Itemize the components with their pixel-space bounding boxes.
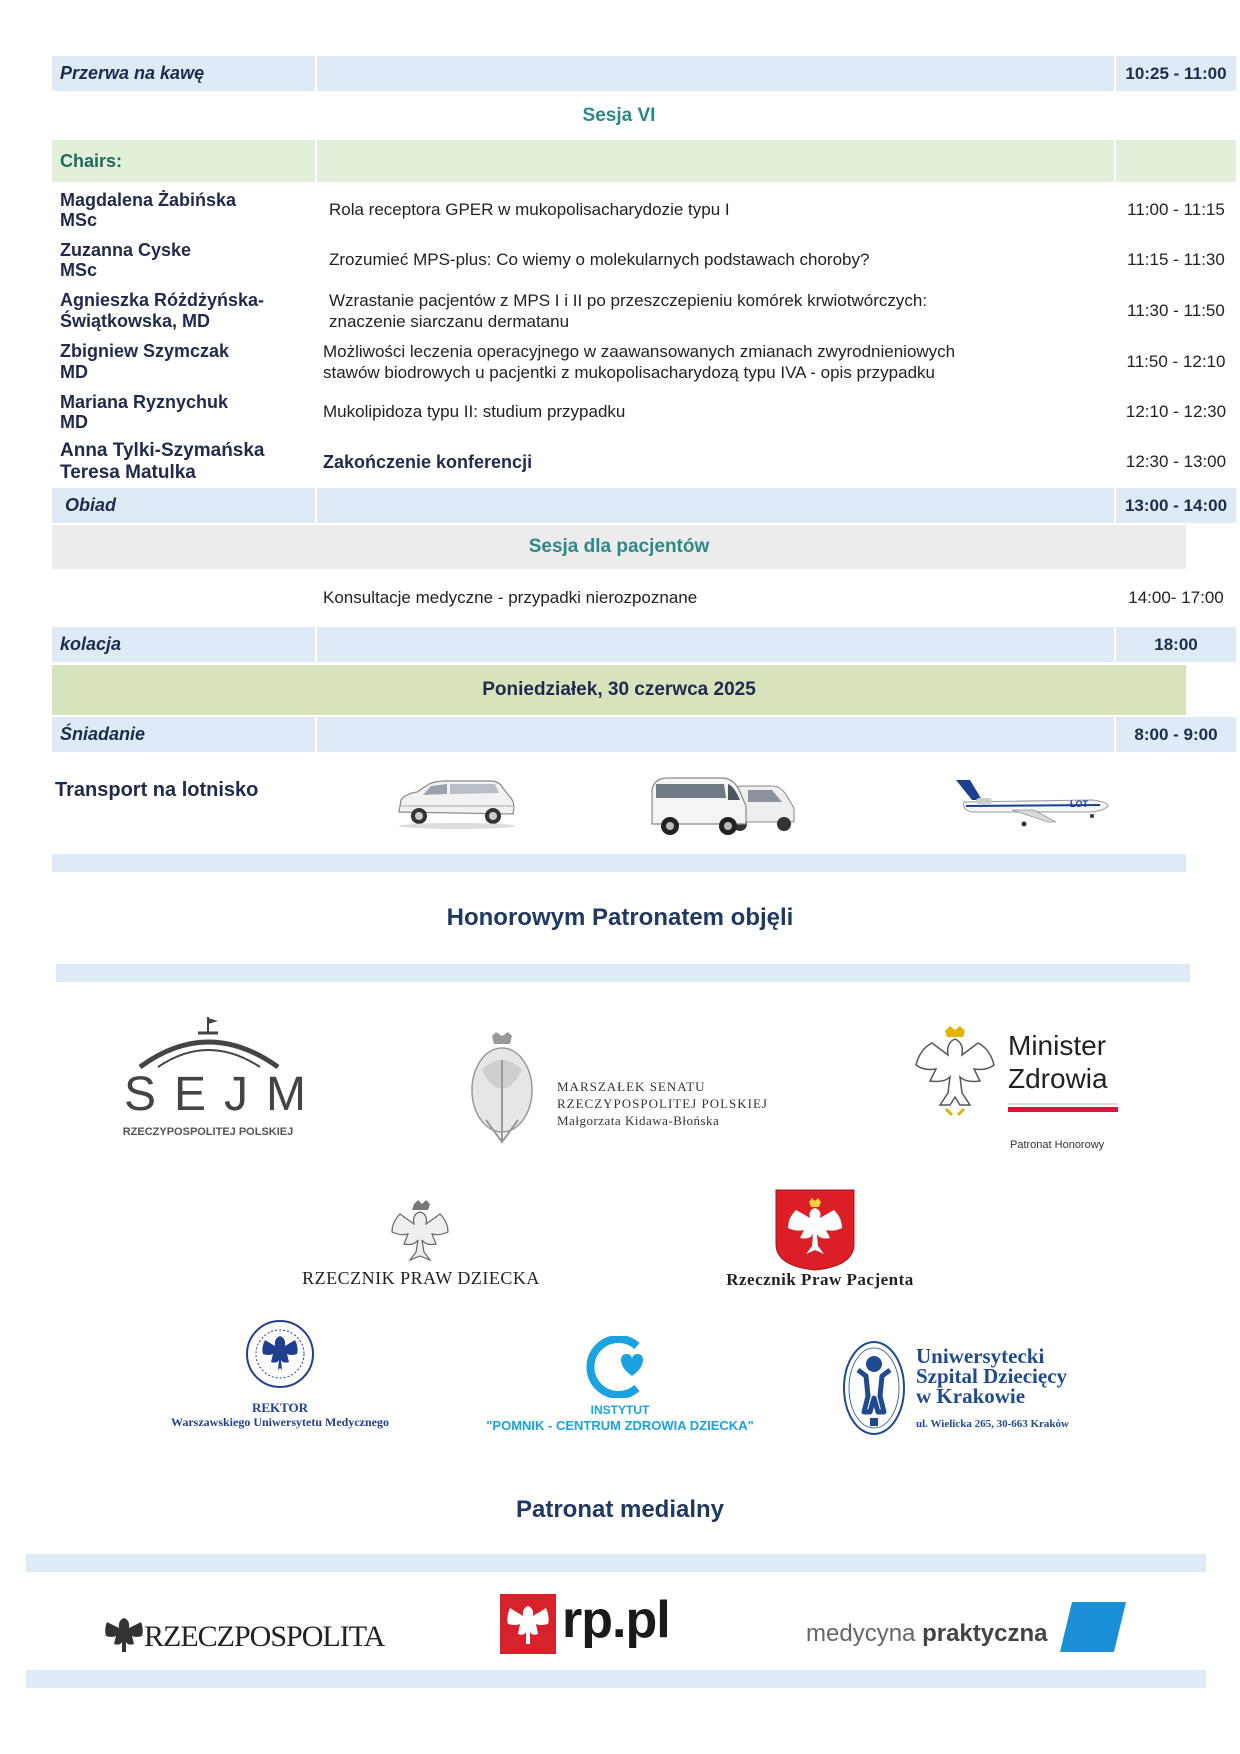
chairs-row [52,140,1186,182]
czd-logo [470,1336,770,1436]
rzeczpospolita-text: RZECZPOSPOLITA [144,1620,385,1653]
senat-logo [462,1030,782,1160]
czd-line1: INSTYTUT [590,1403,650,1417]
flag-stripe [1008,1107,1118,1112]
mp-bold-text: praktyczna [922,1620,1048,1647]
parallelogram-icon [1058,1600,1128,1654]
dinner-label: kolacja [60,634,122,654]
sejm-sub: RZECZYPOSPOLITEJ POLSKIEJ [122,1126,294,1138]
talk-time: 11:30 - 11:50 [1127,301,1225,320]
medycyna-praktyczna-logo [806,1600,1136,1660]
usd-line3: w Krakowie [916,1384,1026,1408]
talk-title: Mukolipidoza typu II: studium przypadku [323,402,626,421]
media-heading: Patronat medialny [515,1496,725,1523]
rzecznik-praw-pacjenta-logo [700,1188,940,1298]
talk-title: Zakończenie konferencji [323,451,533,472]
mp-light-text: medycyna [806,1620,923,1647]
limousine-image [395,772,517,830]
talk-time: 12:10 - 12:30 [1125,402,1227,421]
rppl-badge [500,1594,556,1654]
divider-stripe [52,854,1186,872]
honorary-heading: Honorowym Patronatem objęli [446,904,794,931]
consultation-time: 14:00- 17:00 [1128,588,1224,607]
senat-line1: MARSZAŁEK SENATU [557,1079,706,1094]
svg-text:LOT: LOT [1070,799,1088,809]
senat-eagle-icon [462,1030,542,1160]
usd-line1: Uniwersytecki [916,1344,1045,1368]
heart-c-icon [585,1336,655,1398]
wum-line1: REKTOR [251,1400,309,1415]
usd-line2: Szpital Dziecięcy [916,1364,1068,1388]
minister-zdrowia-logo [910,1025,1130,1155]
session-6-header [52,95,1186,137]
divider-stripe [26,1670,1206,1688]
talk-row [52,338,1226,386]
coffee-break-time: 10:25 - 11:00 [1125,63,1227,83]
rzeczpospolita-logo [104,1614,385,1658]
dinner-time: 18:00 [1154,634,1198,654]
breakfast-time: 8:00 - 9:00 [1134,724,1218,744]
minister-sub: Patronat Honorowy [1010,1139,1105,1151]
minister-line1: Minister [1008,1030,1107,1061]
talk-time: 11:00 - 11:15 [1127,200,1225,219]
rpp-text: Rzecznik Praw Pacjenta [726,1270,914,1289]
wum-line2: Warszawskiego Uniwersytetu Medycznego [171,1415,389,1429]
day-header [52,665,1186,715]
sejm-logo [118,1015,325,1145]
wum-seal-icon [245,1318,315,1394]
consultation-row [52,576,1224,620]
eagle-icon [910,1025,1000,1120]
patient-session-title: Sesja dla pacjentów [528,536,710,557]
divider-stripe [26,1554,1206,1572]
talk-row [52,286,1225,336]
talk-title: Możliwości leczenia operacyjnego w zaawansowanych zmianach zwyrodnieniowych stawów biodrowych u pacjentki z mukopolisacharydozą typu IVA - opis przypadku [323,342,956,382]
minister-line2: Zdrowia [1008,1063,1108,1094]
usd-krakow-logo [842,1340,1092,1440]
dinner-row [52,627,1198,662]
breakfast-row [52,717,1218,752]
talk-time: 11:50 - 12:10 [1126,352,1226,371]
talk-speaker: Anna Tylki-Szymańska Teresa Matulka [60,440,265,483]
talk-speaker: Zuzanna Cyske MSc [60,240,192,280]
chairs-label: Chairs: [60,150,123,171]
lunch-label: Obiad [65,495,117,515]
talk-speaker: Mariana Ryznychuk MD [60,392,229,432]
talk-title: Rola receptora GPER w mukopolisacharydozie typu I [329,200,730,219]
talk-row [52,388,1227,436]
transport-label [55,779,258,802]
talk-speaker: Magdalena Żabińska MSc [60,190,237,230]
consultation-title: Konsultacje medyczne - przypadki nierozpoznane [323,588,698,607]
breakfast-label: Śniadanie [60,724,146,744]
czd-line2: "POMNIK - CENTRUM ZDROWIA DZIECKA" [486,1418,754,1433]
senat-line3: Małgorzata Kidawa-Błońska [557,1113,720,1128]
patient-session-header [52,525,1186,569]
eagle-icon [500,1594,556,1654]
transport-label-text: Transport na lotnisko [55,779,259,801]
eagle-icon [104,1614,144,1654]
talk-speaker: Agnieszka Różdżyńska- Świątkowska, MD [60,290,265,331]
talk-row [52,236,1225,284]
usd-line4: ul. Wielicka 265, 30-663 Kraków [916,1418,1069,1430]
eagle-icon [390,1200,450,1262]
talk-title: Wzrastanie pacjentów z MPS I i II po przeszczepieniu komórek krwiotwórczych: znaczenie siarczanu dermatanu [329,291,928,331]
talk-time: 11:15 - 11:30 [1127,250,1225,269]
vans-image [648,774,798,836]
coffee-break-row [52,56,1227,91]
rppl-text: rp.pl [562,1591,670,1649]
emblem-icon [774,1188,856,1272]
wum-logo [160,1318,400,1438]
talk-title: Zrozumieć MPS-plus: Co wiemy o molekularnych podstawach choroby? [329,250,870,269]
rzecznik-praw-dziecka-logo [296,1200,546,1290]
coffee-break-label: Przerwa na kawę [60,63,205,83]
senat-line2: RZECZYPOSPOLITEJ POLSKIEJ [557,1096,768,1111]
session-6-title: Sesja VI [582,105,656,126]
day-header-text: Poniedziałek, 30 czerwca 2025 [482,679,756,700]
child-icon [842,1340,906,1436]
lunch-row [52,488,1228,523]
airplane-image [952,776,1112,830]
lunch-time: 13:00 - 14:00 [1124,495,1228,515]
talk-row [52,186,1225,234]
rpd-text: RZECZNIK PRAW DZIECKA [302,1268,540,1288]
rppl-logo [500,1591,680,1658]
talk-time: 12:30 - 13:00 [1125,452,1227,471]
divider-stripe [56,964,1190,982]
talk-speaker: Zbigniew Szymczak MD [60,341,230,382]
sejm-word: SEJM [124,1068,325,1121]
talk-row [52,438,1227,486]
